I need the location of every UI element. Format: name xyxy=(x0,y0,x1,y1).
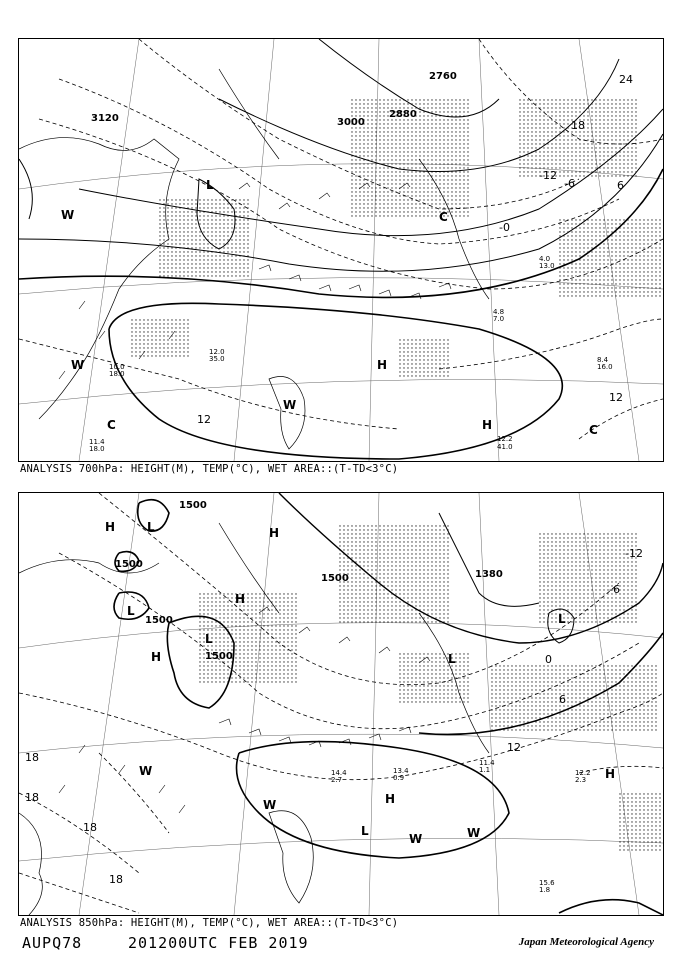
height-label: 3000 xyxy=(337,117,365,128)
station-value: 7.0 xyxy=(493,315,505,323)
temp-label: 18 xyxy=(25,751,39,764)
low-symbol: L xyxy=(448,652,456,666)
analysis-time: 201200UTC FEB 2019 xyxy=(128,934,309,952)
temp-label: -0 xyxy=(499,221,510,234)
temp-label: 24 xyxy=(619,73,633,86)
high-symbol: H xyxy=(605,767,616,781)
wet-areas xyxy=(129,99,663,379)
low-symbol: L xyxy=(558,612,566,626)
warm-symbol: W xyxy=(139,764,153,778)
low-symbol: L xyxy=(361,824,369,838)
temp-label: 18 xyxy=(25,791,39,804)
height-label: 1500 xyxy=(205,651,233,662)
temp-label: -12 xyxy=(539,169,557,182)
station-value: 16.0 xyxy=(597,363,613,371)
panel-caption-850hpa: ANALYSIS 850hPa: HEIGHT(M), TEMP(°C), WET AREA::(T-TD<3°C) xyxy=(20,917,399,929)
high-symbol: H xyxy=(151,650,162,664)
height-label: 1500 xyxy=(321,573,349,584)
warm-symbol: W xyxy=(263,798,277,812)
station-value: 1.8 xyxy=(539,886,551,894)
high-symbol: H xyxy=(105,520,116,534)
chart-panel-700hpa xyxy=(18,38,664,462)
station-value: 12.0 xyxy=(209,348,225,356)
temp-label: 6 xyxy=(559,693,566,706)
high-symbol: H xyxy=(385,792,396,806)
low-symbol: L xyxy=(147,520,155,534)
panel-caption-700hpa: ANALYSIS 700hPa: HEIGHT(M), TEMP(°C), WET AREA::(T-TD<3°C) xyxy=(20,463,399,475)
height-label: 1500 xyxy=(115,559,143,570)
high-symbol: H xyxy=(269,526,280,540)
temp-label: 18 xyxy=(109,873,123,886)
warm-symbol: W xyxy=(71,358,85,372)
station-value: 11.4 xyxy=(479,759,495,767)
station-value: 13.0 xyxy=(539,262,555,270)
station-value: 0.9 xyxy=(393,774,405,782)
high-symbol: H xyxy=(235,592,246,606)
station-value: 11.4 xyxy=(89,438,105,446)
temp-label: 12 xyxy=(507,741,521,754)
low-symbol: L xyxy=(206,178,214,192)
height-label: 2880 xyxy=(389,109,417,120)
height-label: 1500 xyxy=(145,615,173,626)
temp-label: -6 xyxy=(609,583,620,596)
temp-label: 0 xyxy=(545,653,552,666)
agency-name: Japan Meteorological Agency xyxy=(518,936,654,948)
high-symbol: H xyxy=(377,358,388,372)
height-label: 2760 xyxy=(429,71,457,82)
warm-symbol: W xyxy=(283,398,297,412)
height-label: 3120 xyxy=(91,113,119,124)
station-value: 15.6 xyxy=(539,879,555,887)
station-value: 12.2 xyxy=(497,435,513,443)
cold-symbol: C xyxy=(107,418,116,432)
chart-code: AUPQ78 xyxy=(22,934,83,952)
station-value: 10.0 xyxy=(109,363,125,371)
cold-symbol: C xyxy=(439,210,448,224)
station-value: 18.0 xyxy=(109,370,125,378)
station-value: 2.3 xyxy=(575,776,587,784)
station-value: 14.4 xyxy=(331,769,347,777)
high-symbol: H xyxy=(482,418,493,432)
station-value: 41.0 xyxy=(497,443,513,451)
low-symbol: L xyxy=(205,632,213,646)
station-value: 4.8 xyxy=(493,308,505,316)
temp-label: 18 xyxy=(571,119,585,132)
height-label: 1500 xyxy=(179,500,207,511)
station-value: 35.0 xyxy=(209,355,225,363)
map-850hpa xyxy=(19,493,663,915)
map-700hpa xyxy=(19,39,663,461)
warm-symbol: W xyxy=(409,832,423,846)
station-value: 4.0 xyxy=(539,255,551,263)
temp-label: -6 xyxy=(564,177,575,190)
station-value: 2.7 xyxy=(331,776,343,784)
temp-label: 12 xyxy=(197,413,211,426)
chart-panel-850hpa xyxy=(18,492,664,916)
cold-symbol: C xyxy=(589,423,598,437)
temp-label: 18 xyxy=(83,821,97,834)
temp-label: 12 xyxy=(609,391,623,404)
temp-label: 6 xyxy=(617,179,624,192)
warm-symbol: W xyxy=(467,826,481,840)
temp-label: -12 xyxy=(625,547,643,560)
station-value: 18.0 xyxy=(89,445,105,453)
warm-symbol: W xyxy=(61,208,75,222)
low-symbol: L xyxy=(127,604,135,618)
station-value: 13.4 xyxy=(393,767,409,775)
station-value: 1.1 xyxy=(479,766,491,774)
station-value: 8.4 xyxy=(597,356,609,364)
station-value: 12.2 xyxy=(575,769,591,777)
height-label: 1380 xyxy=(475,569,503,580)
